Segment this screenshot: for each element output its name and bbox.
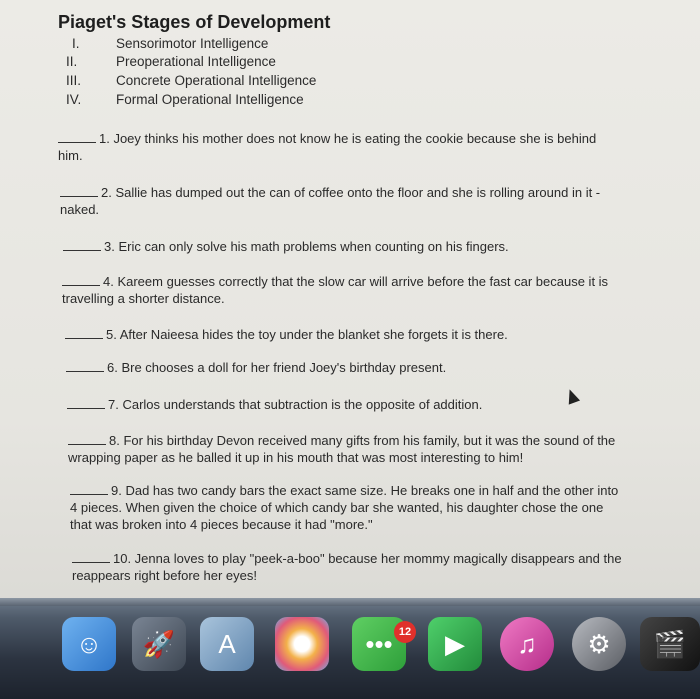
answer-blank[interactable] (65, 327, 103, 339)
question-2 (60, 184, 600, 218)
question-text: 4. Kareem guesses correctly that the slow car will arrive before the fast car because it is (103, 274, 609, 289)
question-text: 2. Sallie has dumped out the can of coffee onto the floor and she is rolling around in it - (101, 185, 601, 200)
facetime-icon[interactable]: ▶ (428, 617, 482, 671)
question-text: 1. Joey thinks his mother does not know he is eating the cookie because she is behind (99, 131, 597, 146)
question-text: 10. Jenna loves to play "peek-a-boo" because her mommy magically disappears and the (113, 551, 622, 566)
finder-icon[interactable]: ☺ (62, 617, 116, 671)
page-title: Piaget's Stages of Development (58, 12, 331, 32)
answer-blank[interactable] (68, 433, 106, 445)
messages-icon[interactable]: ••• (352, 617, 406, 671)
question-10 (72, 550, 622, 584)
question-text-cont: 4 pieces. When given the choice of which candy bar she wanted, his daughter chose the one (70, 500, 604, 515)
question-9 (70, 482, 618, 533)
question-text: 3. Eric can only solve his math problems when counting on his fingers. (104, 239, 509, 254)
mouse-pointer-icon (564, 387, 580, 404)
question-4 (62, 273, 608, 307)
stage-label: Preoperational Intelligence (116, 54, 276, 69)
answer-blank[interactable] (62, 274, 100, 286)
system-preferences-icon[interactable]: ⚙ (572, 617, 626, 671)
question-1 (58, 130, 596, 164)
question-text-cont: naked. (60, 202, 100, 217)
stage-label: Concrete Operational Intelligence (116, 73, 317, 88)
answer-blank[interactable] (60, 185, 98, 197)
final-cut-icon[interactable]: 🎬 (640, 617, 700, 671)
stage-label: Sensorimotor Intelligence (116, 36, 269, 51)
dock-edge (0, 598, 700, 606)
stage-numeral: II. (66, 54, 78, 69)
stage-numeral: III. (66, 73, 82, 88)
question-text-cont: that was broken into 4 pieces because it had "more." (70, 517, 373, 532)
question-text: 5. After Naieesa hides the toy under the blanket she forgets it is there. (106, 327, 508, 342)
stage-label: Formal Operational Intelligence (116, 92, 304, 107)
answer-blank[interactable] (58, 131, 96, 143)
answer-blank[interactable] (66, 360, 104, 372)
answer-blank[interactable] (70, 483, 108, 495)
answer-blank[interactable] (67, 397, 105, 409)
stage-numeral: IV. (66, 92, 82, 107)
question-text: 8. For his birthday Devon received many gifts from his family, but it was the sound of the (109, 433, 616, 448)
notification-badge: 12 (394, 621, 416, 643)
question-text: 9. Dad has two candy bars the exact same size. He breaks one in half and the other into (111, 483, 619, 498)
question-8 (68, 432, 615, 466)
question-text: 7. Carlos understands that subtraction is the opposite of addition. (108, 397, 483, 412)
question-text: 6. Bre chooses a doll for her friend Joey's birthday present. (107, 360, 447, 375)
question-7 (67, 396, 482, 413)
itunes-icon[interactable]: ♫ (500, 617, 554, 671)
question-5 (65, 326, 508, 343)
question-text-cont: him. (58, 148, 83, 163)
answer-blank[interactable] (72, 551, 110, 563)
stage-numeral: I. (72, 36, 80, 51)
question-6 (66, 359, 446, 376)
question-text-cont: reappears right before her eyes! (72, 568, 257, 583)
app-store-icon[interactable]: A (200, 617, 254, 671)
answer-blank[interactable] (63, 239, 101, 251)
question-text-cont: wrapping paper as he balled it up in his mouth that was most interesting to him! (68, 450, 524, 465)
question-3 (63, 238, 509, 255)
question-text-cont: travelling a shorter distance. (62, 291, 225, 306)
photos-icon[interactable] (275, 617, 329, 671)
launchpad-icon[interactable]: 🚀 (132, 617, 186, 671)
